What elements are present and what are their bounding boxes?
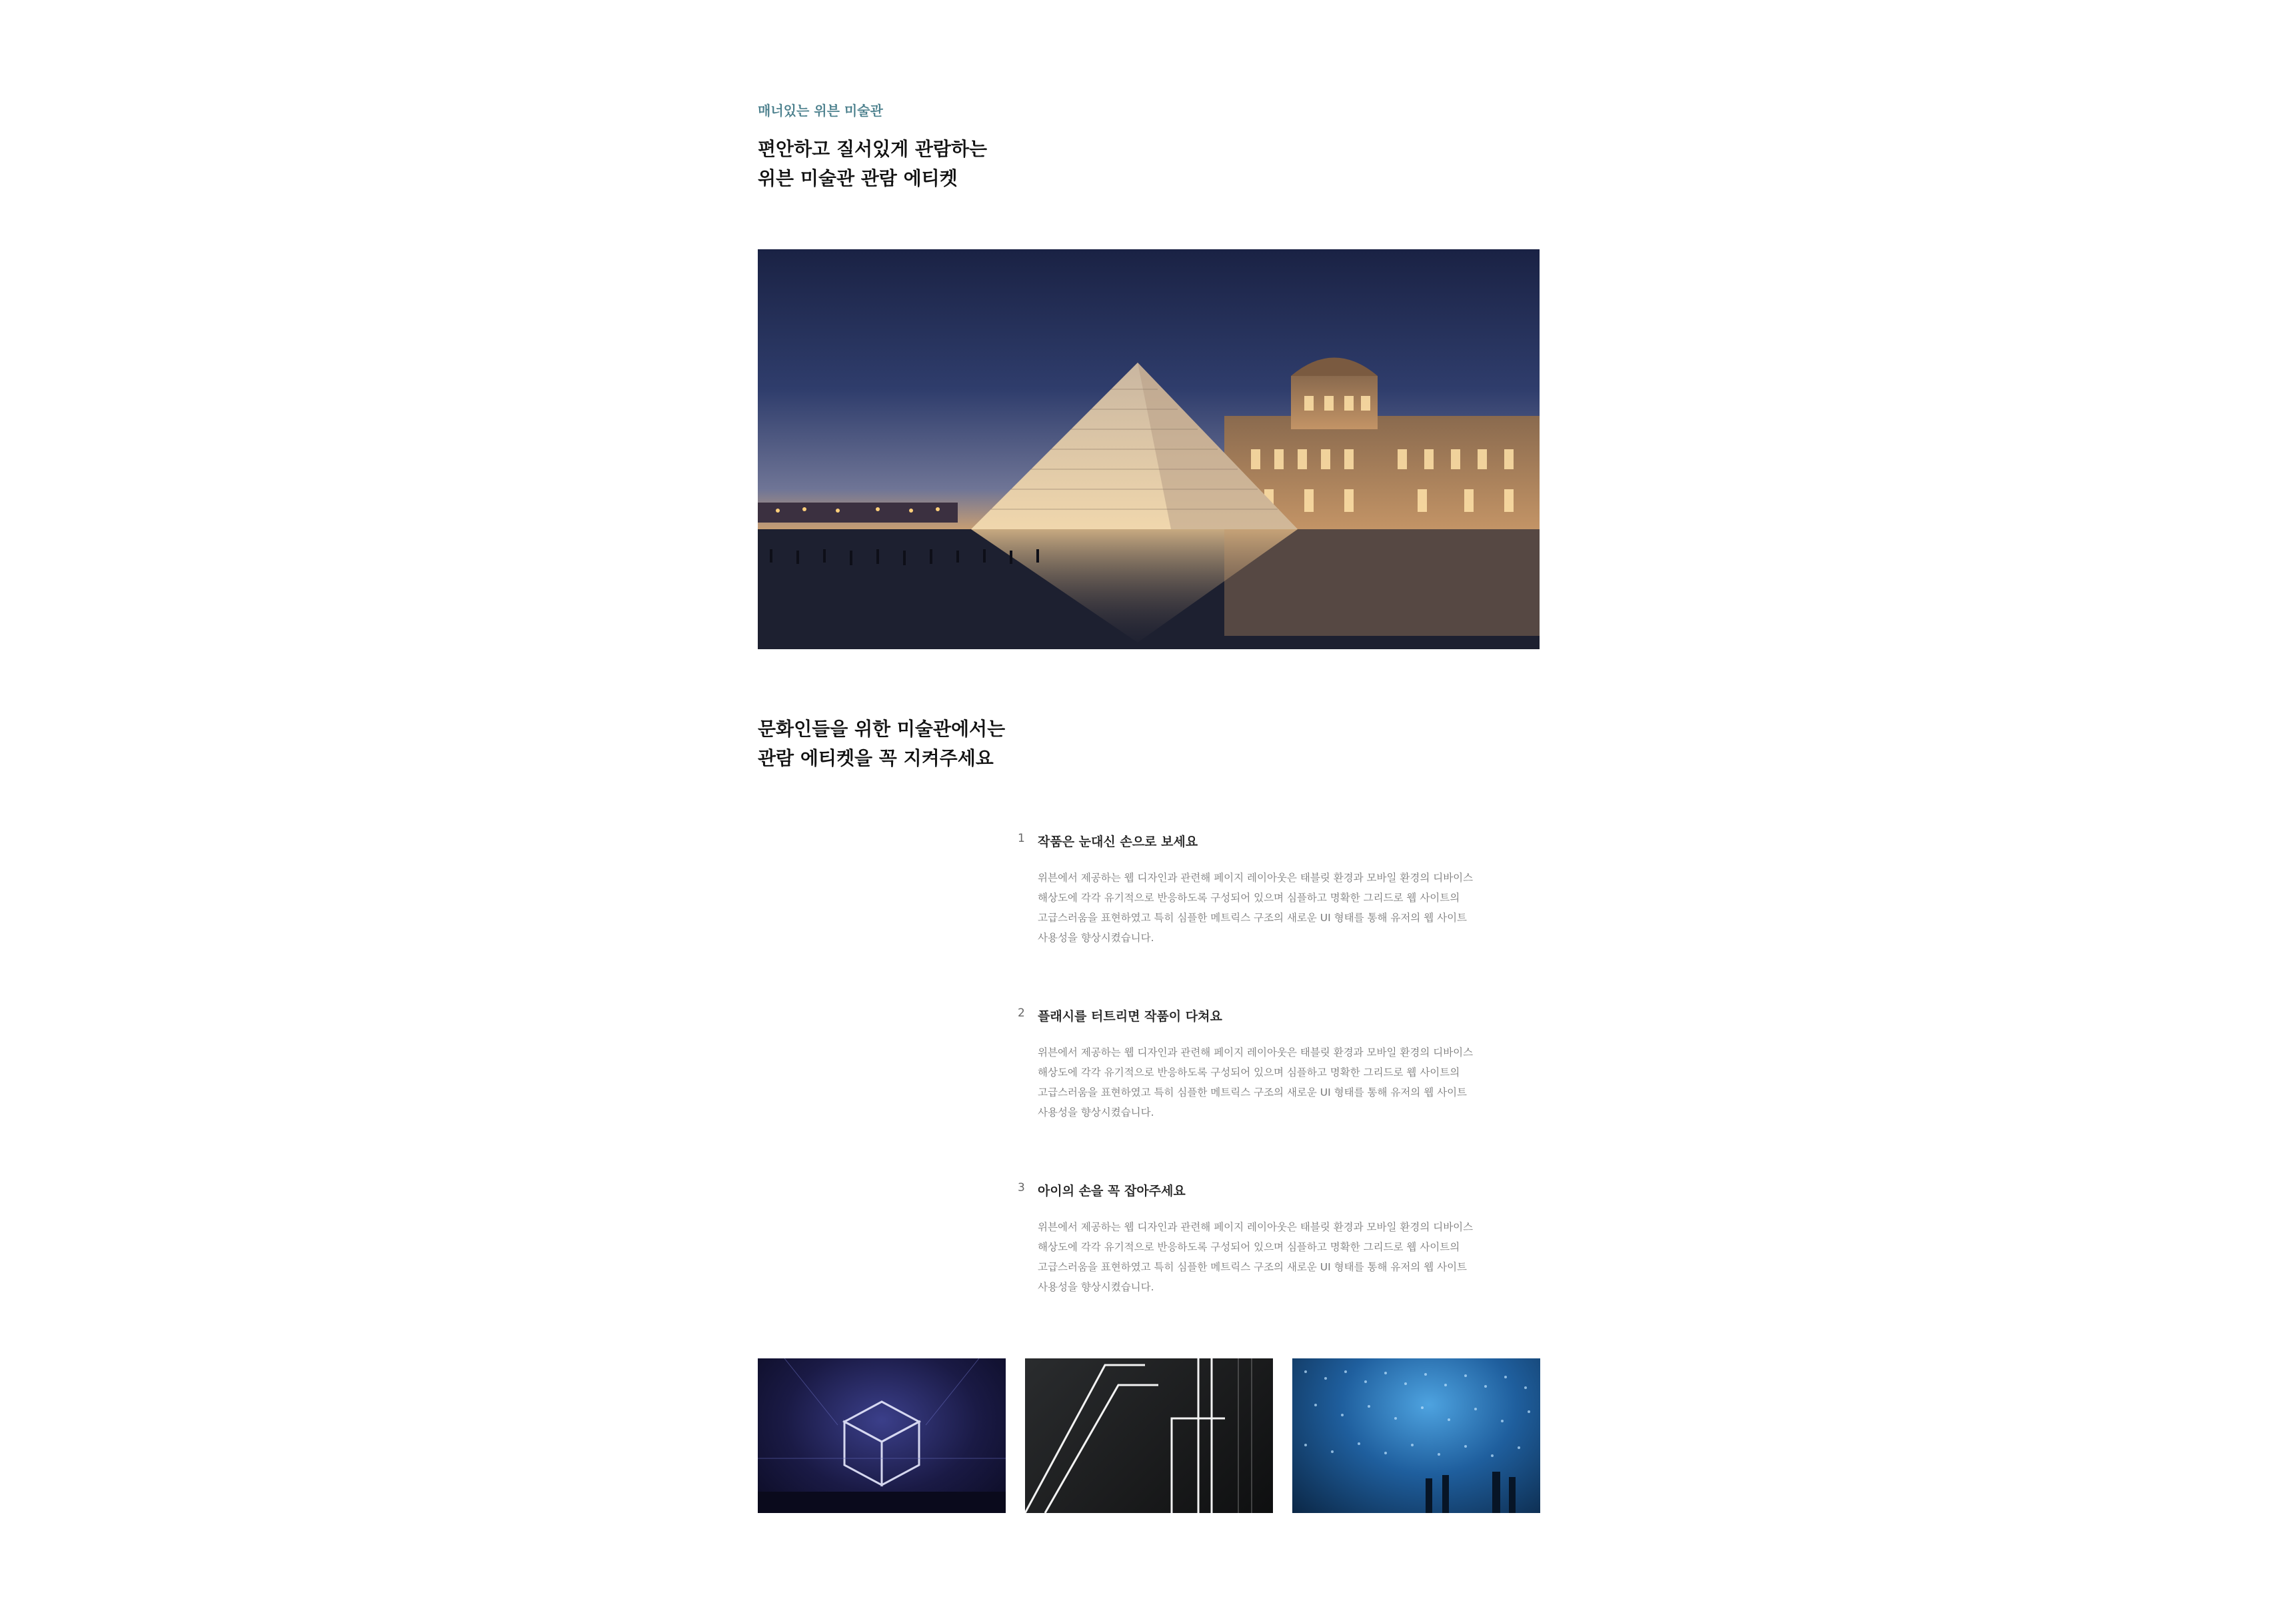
etiquette-section xyxy=(758,0,1540,1609)
rule-description-line: 해상도에 각각 유기적으로 반응하도록 구성되어 있으며 심플하고 명확한 그리드로 웹 사이트의 xyxy=(1038,892,1460,904)
rule-description xyxy=(1038,1217,1518,1297)
rule-title: 아이의 손을 꼭 잡아주세요 xyxy=(1038,1184,1186,1198)
rule-title: 플래시를 터트리면 작품이 다쳐요 xyxy=(1038,1009,1222,1024)
page-title-line-2: 위븐 미술관 관람 에티켓 xyxy=(758,167,958,189)
rule-description-line: 고급스러움을 표현하였고 특히 심플한 메트릭스 구조의 새로운 UI 형태를 통해 유저의 웹 사이트 xyxy=(1038,1261,1468,1273)
rule-description-line: 고급스러움을 표현하였고 특히 심플한 메트릭스 구조의 새로운 UI 형태를 통해 유저의 웹 사이트 xyxy=(1038,1086,1468,1098)
rule-description xyxy=(1038,868,1518,948)
rule-description-line: 사용성을 향상시켰습니다. xyxy=(1038,1281,1154,1293)
rule-description-line: 고급스러움을 표현하였고 특히 심플한 메트릭스 구조의 새로운 UI 형태를 통해 유저의 웹 사이트 xyxy=(1038,912,1468,924)
rule-description-line: 해상도에 각각 유기적으로 반응하도록 구성되어 있으며 심플하고 명확한 그리드로 웹 사이트의 xyxy=(1038,1241,1460,1253)
section-eyebrow: 매너있는 위븐 미술관 xyxy=(758,103,883,119)
rule-description-line: 사용성을 향상시켰습니다. xyxy=(1038,1106,1154,1118)
rule-description-line: 위븐에서 제공하는 웹 디자인과 관련해 페이지 레이아웃은 태블릿 환경과 모바일 환경의 디바이스 xyxy=(1038,1221,1474,1233)
rule-description-line: 사용성을 향상시켰습니다. xyxy=(1038,932,1154,944)
hero-illustration xyxy=(758,249,1540,649)
rule-title: 작품은 눈대신 손으로 보세요 xyxy=(1038,834,1198,849)
light-lines-illustration xyxy=(1025,1358,1273,1513)
rule-description xyxy=(1038,1042,1518,1122)
gallery-thumbnails xyxy=(758,1358,1540,1513)
section-subtitle-line-1: 문화인들을 위한 미술관에서는 xyxy=(758,718,1006,740)
hero-image-louvre-pyramid xyxy=(758,249,1540,649)
rule-number: 2 xyxy=(1018,1006,1025,1020)
light-installation-illustration xyxy=(1292,1358,1540,1513)
gallery-image-light-cube xyxy=(758,1358,1006,1513)
rule-number: 3 xyxy=(1018,1181,1025,1194)
page-title xyxy=(758,135,987,193)
rule-number: 1 xyxy=(1018,832,1025,845)
rule-description-line: 위븐에서 제공하는 웹 디자인과 관련해 페이지 레이아웃은 태블릿 환경과 모바일 환경의 디바이스 xyxy=(1038,1046,1474,1058)
rule-description-line: 해상도에 각각 유기적으로 반응하도록 구성되어 있으며 심플하고 명확한 그리드로 웹 사이트의 xyxy=(1038,1066,1460,1078)
section-subtitle xyxy=(758,715,1005,773)
section-subtitle-line-2: 관람 에티켓을 꼭 지켜주세요 xyxy=(758,747,994,769)
page-title-line-1: 편안하고 질서있게 관람하는 xyxy=(758,138,988,160)
rule-description-line: 위븐에서 제공하는 웹 디자인과 관련해 페이지 레이아웃은 태블릿 환경과 모바일 환경의 디바이스 xyxy=(1038,872,1474,884)
gallery-image-light-lines xyxy=(1025,1358,1273,1513)
light-cube-illustration xyxy=(758,1358,1006,1513)
gallery-image-light-installation xyxy=(1292,1358,1540,1513)
